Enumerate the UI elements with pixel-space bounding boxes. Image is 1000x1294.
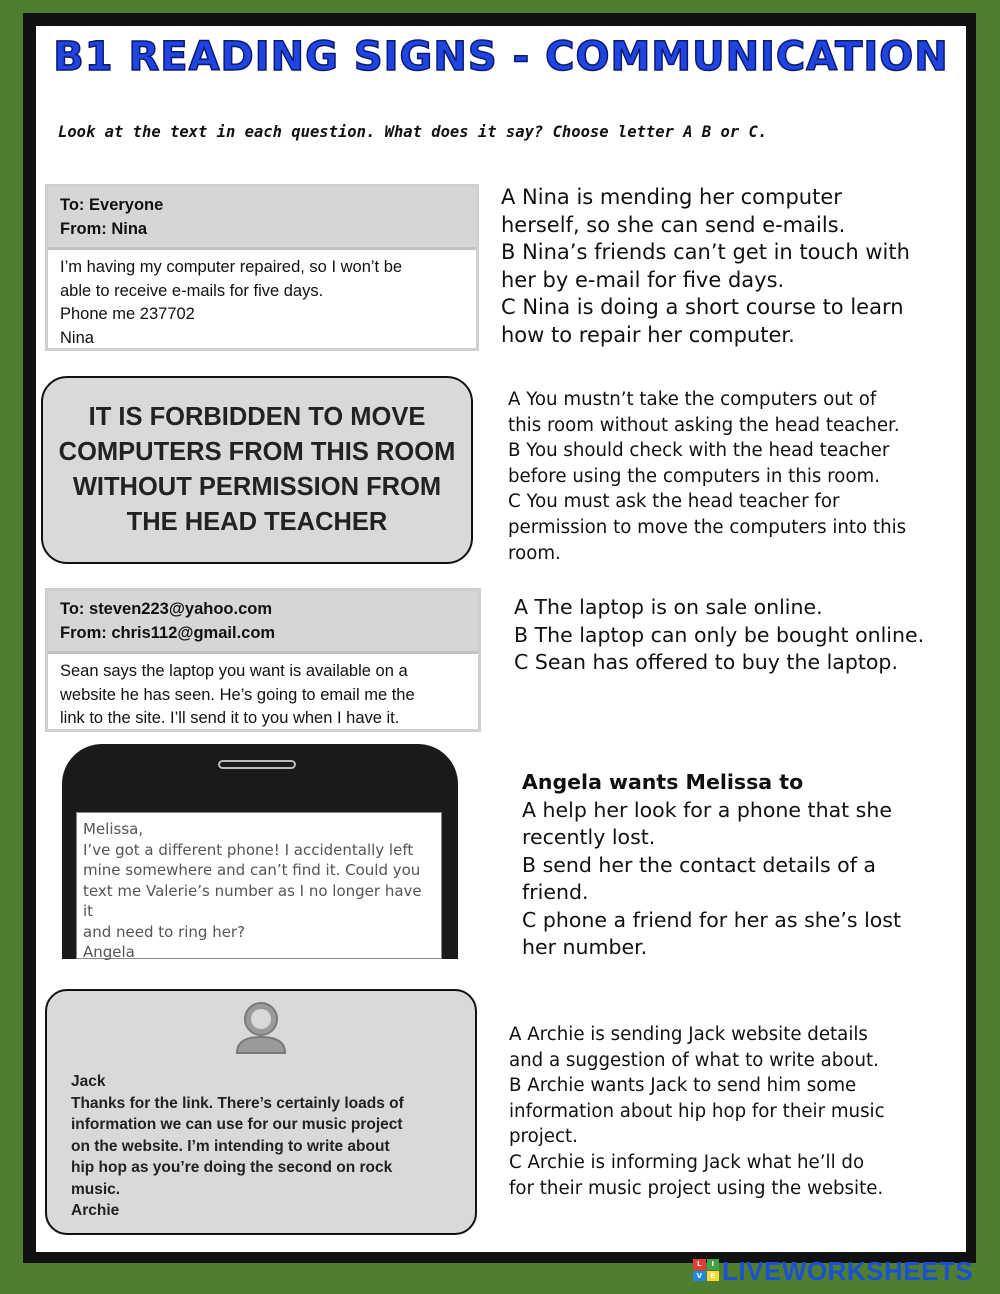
logo-letter: E [707, 1271, 720, 1282]
q5-option-line: information about hip hop for their music [509, 1100, 885, 1122]
q2-option-line: before using the computers in this room. [508, 465, 880, 487]
q2-option-line: this room without asking the head teacher. [508, 414, 900, 436]
phone-screen [76, 812, 442, 959]
phone-speaker [218, 760, 296, 769]
q3-email-header [48, 591, 478, 654]
q2-options [508, 387, 963, 566]
q3-from: From: chris112@gmail.com [60, 624, 276, 642]
logo-letter: L [693, 1259, 706, 1270]
q3-email [45, 588, 481, 732]
q1-option-line[interactable]: C Nina is doing a short course to learn [501, 295, 904, 319]
q5-option-line[interactable]: A Archie is sending Jack website details [509, 1024, 868, 1045]
q1-body-line: Phone me 237702 [60, 305, 195, 323]
q4-option-line: friend. [522, 880, 589, 904]
instructions: Look at the text in each question. What does it say? Choose letter A B or C. [58, 123, 768, 141]
q2-sign-line: WITHOUT PERMISSION FROM [72, 473, 442, 501]
q5-message-line: on the website. I’m intending to write about [71, 1137, 390, 1155]
q5-message-line: Jack [71, 1073, 106, 1090]
q2-sign-line: THE HEAD TEACHER [126, 508, 388, 536]
q3-to: To: steven223@yahoo.com [60, 600, 273, 618]
q5-message-line: music. [71, 1180, 121, 1198]
q2-sign [41, 376, 473, 564]
q1-email-body [48, 250, 476, 356]
q1-body-line: Nina [60, 328, 94, 347]
q5-message-line: Archie [71, 1202, 120, 1219]
q1-from: From: Nina [60, 220, 148, 238]
q5-message-box [45, 989, 477, 1235]
q5-option-line: and a suggestion of what to write about. [509, 1049, 879, 1071]
q2-option-line: room. [508, 542, 561, 564]
q5-option-line: project. [509, 1126, 578, 1148]
q1-option-line[interactable]: A Nina is mending her computer [501, 185, 842, 209]
logo-letter: V [693, 1271, 706, 1282]
q5-option-line: for their music project using the website. [509, 1177, 884, 1199]
q5-option-line[interactable]: B Archie wants Jack to send him some [509, 1075, 857, 1097]
q4-message-line: mine somewhere and can’t find it. Could you [83, 861, 421, 879]
q3-option-line[interactable]: C Sean has offered to buy the laptop. [514, 650, 898, 674]
q2-option-line[interactable]: C You must ask the head teacher for [508, 491, 840, 513]
q4-message-line: and need to ring her? [83, 922, 246, 941]
q3-body-line: Sean says the laptop you want is available on a [60, 662, 408, 680]
q4-stem: Angela wants Melissa to [522, 770, 804, 794]
q3-body-line: link to the site. I’ll send it to you when I have it. [60, 709, 400, 727]
logo-letter: I [707, 1259, 720, 1270]
q4-option-line[interactable]: B send her the contact details of a [522, 852, 876, 877]
q1-email [45, 184, 479, 351]
q4-option-line: recently lost. [522, 825, 656, 849]
q5-message-line: hip hop as you’re doing the second on rock [71, 1159, 393, 1176]
q3-option-line[interactable]: A The laptop is on sale online. [514, 595, 823, 619]
q2-sign-line: IT IS FORBIDDEN TO MOVE [88, 403, 426, 431]
q1-email-header [48, 187, 476, 250]
avatar-icon [235, 999, 287, 1055]
q4-message-line: Angela [83, 943, 135, 961]
q2-option-line[interactable]: B You should check with the head teacher [508, 440, 890, 462]
q5-options [509, 1022, 959, 1201]
q4-options [522, 769, 952, 962]
q3-body-line: website he has seen. He’s going to email me the [60, 685, 415, 704]
q2-sign-line: COMPUTERS FROM THIS ROOM [58, 438, 456, 466]
q1-option-line: how to repair her computer. [501, 322, 795, 347]
q4-message-line: Melissa, [83, 820, 144, 838]
q5-message-line: Thanks for the link. There’s certainly loads of [71, 1094, 404, 1112]
q1-to: To: Everyone [60, 196, 164, 214]
q4-option-line: her number. [522, 935, 648, 959]
q1-options [501, 184, 961, 349]
q5-option-line[interactable]: C Archie is informing Jack what he’ll do [509, 1151, 865, 1173]
q2-option-line[interactable]: A You mustn’t take the computers out of [508, 389, 877, 410]
q5-message-text [71, 1071, 471, 1222]
liveworksheets-logo-icon [693, 1259, 719, 1281]
q1-body-line: I’m having my computer repaired, so I won’t be [60, 258, 403, 276]
q4-message-line: text me Valerie’s number as I no longer have it [83, 881, 422, 920]
q4-option-line[interactable]: C phone a friend for her as she’s lost [522, 907, 902, 932]
footer-brand[interactable]: LIVEWORKSHEETS [722, 1256, 974, 1286]
q1-option-line: her by e-mail for five days. [501, 267, 785, 292]
q3-options [514, 594, 959, 677]
q4-message-line: I’ve got a different phone! I accidentally left [83, 840, 414, 859]
q5-message-line: information we can use for our music project [71, 1116, 403, 1133]
page-title: B1 READING SIGNS - COMMUNICATION [53, 34, 949, 80]
phone-frame [62, 744, 458, 959]
q3-email-body [48, 654, 478, 737]
q4-option-line[interactable]: A help her look for a phone that she [522, 797, 892, 822]
worksheet-page [36, 26, 966, 1252]
q1-option-line[interactable]: B Nina’s friends can’t get in touch with [501, 240, 910, 264]
q2-option-line: permission to move the computers into this [508, 516, 907, 538]
q3-option-line[interactable]: B The laptop can only be bought online. [514, 622, 925, 647]
q1-option-line: herself, so she can send e-mails. [501, 212, 846, 237]
q1-body-line: able to receive e-mails for five days. [60, 281, 324, 300]
